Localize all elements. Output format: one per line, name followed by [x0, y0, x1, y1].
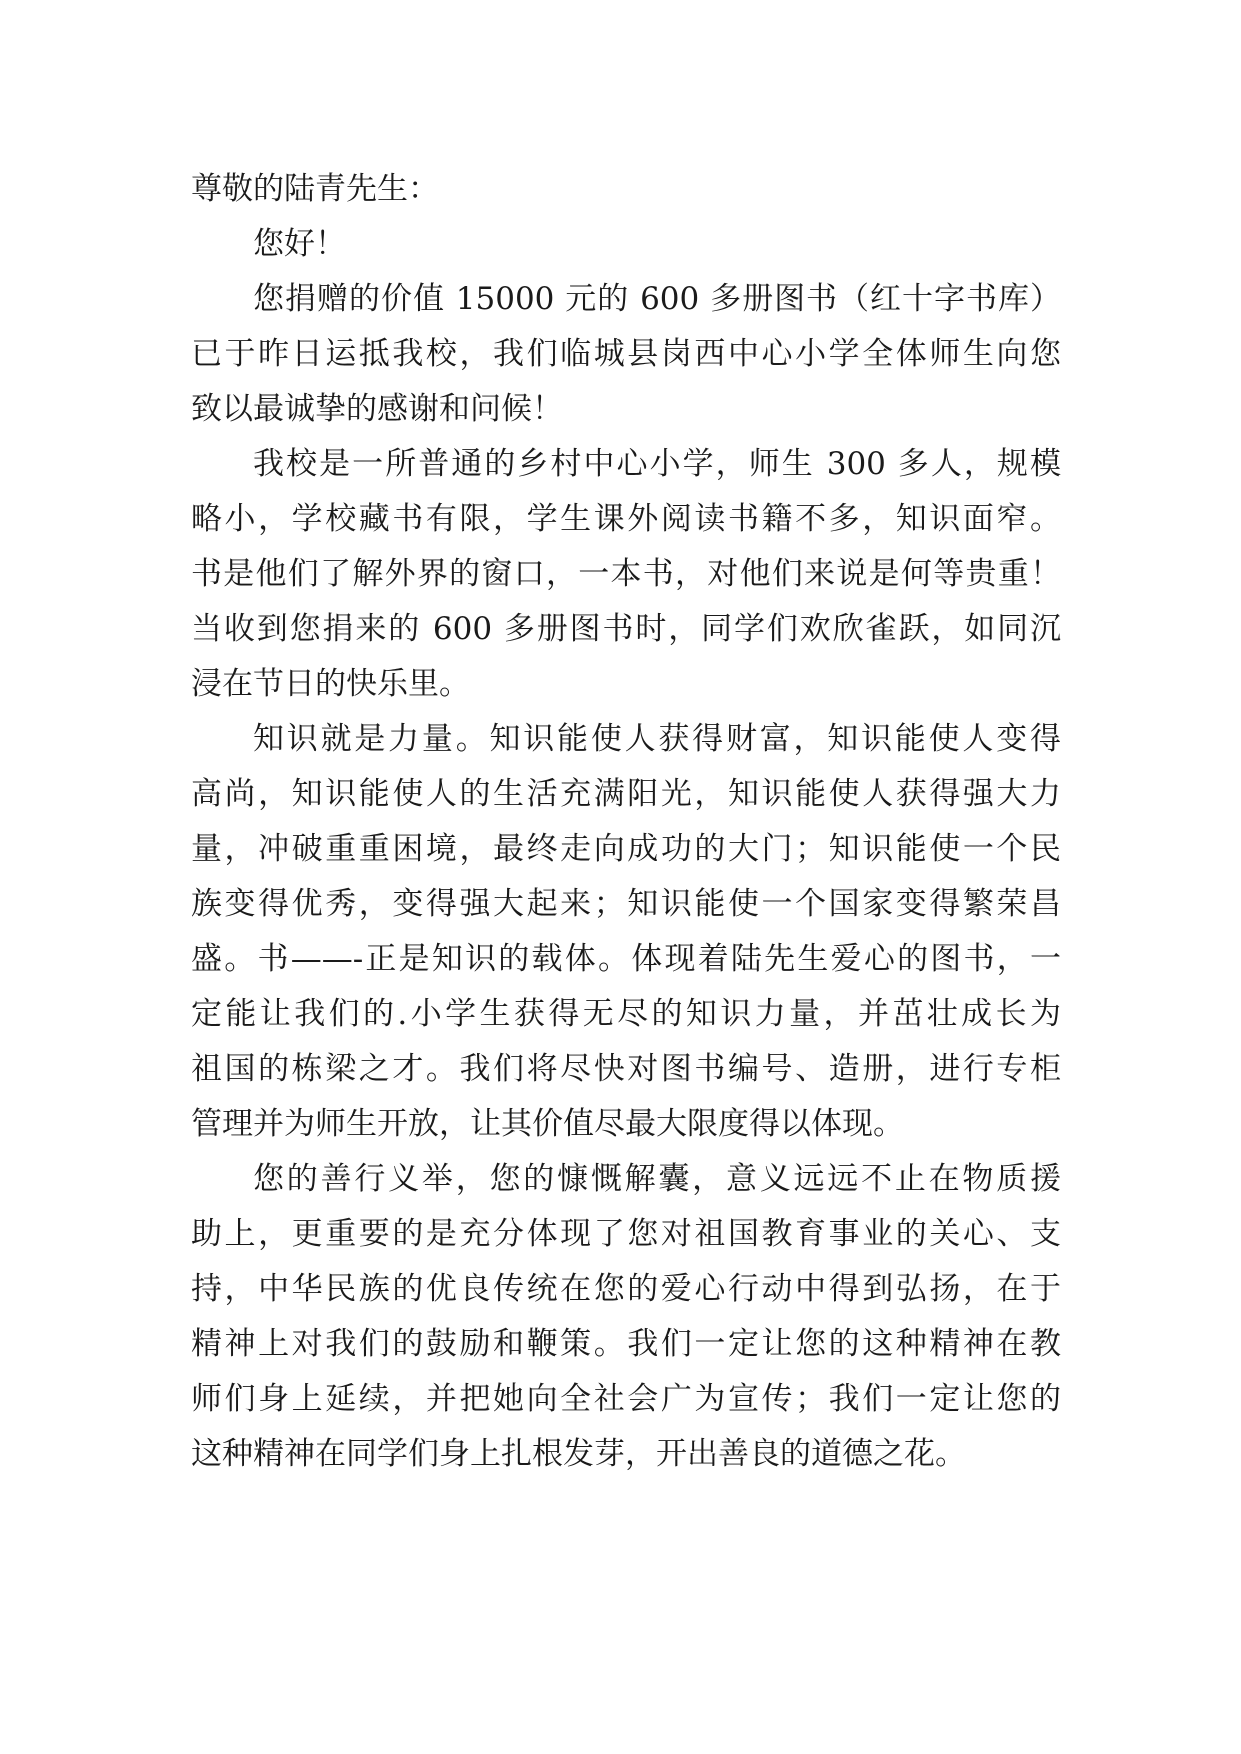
- paragraph-line: 知识就是力量。知识能使人获得财富，知识能使人变得: [253, 721, 1061, 757]
- paragraph-line: 您的善行义举，您的慷慨解囊，意义远远不止在物质援: [253, 1161, 1061, 1197]
- paragraph-line: 这种精神在同学们身上扎根发芽，开出善良的道德之花。: [191, 1436, 966, 1472]
- paragraph-line: 书是他们了解外界的窗口，一本书，对他们来说是何等贵重！: [191, 556, 1061, 592]
- paragraph-line: 量，冲破重重困境，最终走向成功的大门；知识能使一个民: [191, 831, 1061, 867]
- paragraph-line: 师们身上延续，并把她向全社会广为宣传；我们一定让您的: [191, 1381, 1061, 1417]
- paragraph-line: 管理并为师生开放，让其价值尽最大限度得以体现。: [191, 1106, 904, 1142]
- paragraph-line: 持，中华民族的优良传统在您的爱心行动中得到弘扬，在于: [191, 1271, 1061, 1307]
- paragraph-line: 定能让我们的.小学生获得无尽的知识力量，并茁壮成长为: [191, 996, 1061, 1032]
- paragraph-line: 我校是一所普通的乡村中心小学，师生 300 多人，规模: [253, 446, 1061, 482]
- greeting: 您好！: [253, 226, 346, 262]
- paragraph-line: 您捐赠的价值 15000 元的 600 多册图书（红十字书库）: [253, 281, 1061, 317]
- paragraph-line: 已于昨日运抵我校，我们临城县岗西中心小学全体师生向您: [191, 336, 1061, 372]
- paragraph-line: 祖国的栋梁之才。我们将尽快对图书编号、造册，进行专柜: [191, 1051, 1061, 1087]
- paragraph-line: 精神上对我们的鼓励和鞭策。我们一定让您的这种精神在教: [191, 1326, 1061, 1362]
- paragraph-line: 略小，学校藏书有限，学生课外阅读书籍不多，知识面窄。: [191, 501, 1061, 537]
- paragraph-line: 致以最诚挚的感谢和问候！: [191, 391, 563, 427]
- salutation: 尊敬的陆青先生：: [191, 171, 439, 207]
- paragraph-line: 族变得优秀，变得强大起来；知识能使一个国家变得繁荣昌: [191, 886, 1061, 922]
- paragraph-line: 浸在节日的快乐里。: [191, 666, 470, 702]
- letter-body: [191, 162, 1061, 1482]
- paragraph-line: 盛。书——-正是知识的载体。体现着陆先生爱心的图书，一: [191, 941, 1061, 977]
- paragraph-line: 当收到您捐来的 600 多册图书时，同学们欢欣雀跃，如同沉: [191, 611, 1061, 647]
- paragraph-line: 助上，更重要的是充分体现了您对祖国教育事业的关心、支: [191, 1216, 1061, 1252]
- paragraph-line: 高尚，知识能使人的生活充满阳光，知识能使人获得强大力: [191, 776, 1061, 812]
